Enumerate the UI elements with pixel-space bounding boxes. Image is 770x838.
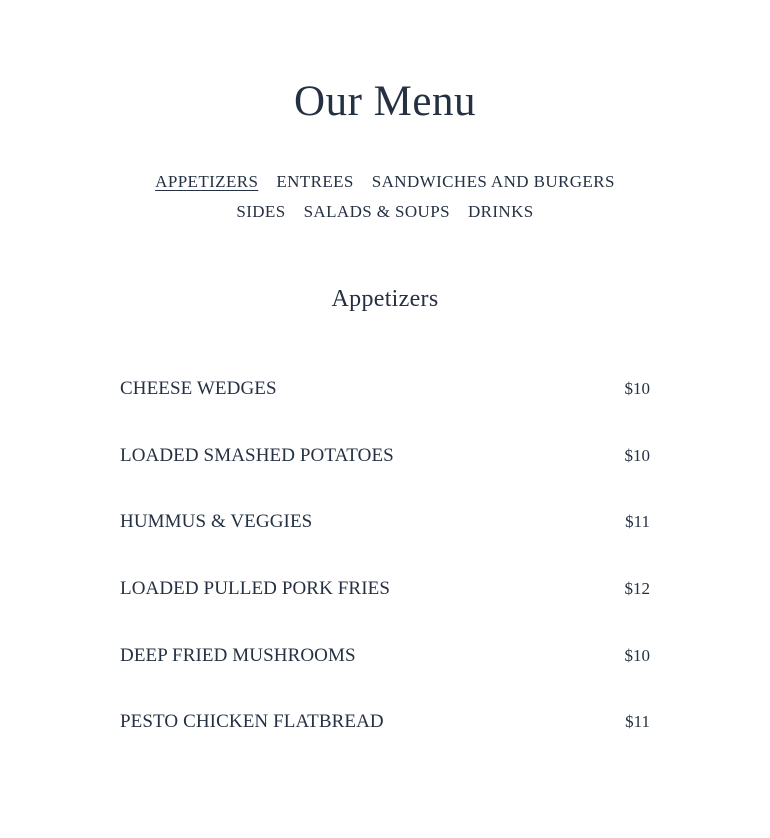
tab-sides[interactable]: SIDES bbox=[236, 202, 286, 221]
tab-entrees[interactable]: ENTREES bbox=[276, 172, 354, 191]
item-price: $10 bbox=[624, 645, 650, 665]
tab-salads-soups[interactable]: SALADS & SOUPS bbox=[303, 202, 450, 221]
menu-item-loaded-pulled-pork-fries[interactable] bbox=[120, 556, 650, 623]
item-price: $10 bbox=[624, 445, 650, 465]
item-name: PESTO CHICKEN FLATBREAD bbox=[120, 711, 384, 733]
item-price: $11 bbox=[625, 512, 650, 532]
item-name: DEEP FRIED MUSHROOMS bbox=[120, 644, 356, 666]
menu-item-deep-fried-mushrooms[interactable] bbox=[120, 622, 650, 689]
tab-drinks[interactable]: DRINKS bbox=[467, 202, 534, 221]
menu-list bbox=[120, 356, 650, 756]
nav-row bbox=[130, 167, 640, 197]
menu-item-hummus-veggies[interactable] bbox=[120, 489, 650, 556]
menu-item-cheese-wedges[interactable] bbox=[120, 356, 650, 423]
item-name: LOADED SMASHED POTATOES bbox=[120, 444, 394, 466]
item-name: CHEESE WEDGES bbox=[120, 378, 277, 400]
menu-item-loaded-smashed-potatoes[interactable] bbox=[120, 423, 650, 490]
tab-appetizers[interactable]: APPETIZERS bbox=[155, 172, 259, 191]
item-price: $12 bbox=[624, 579, 650, 599]
nav-row bbox=[130, 197, 640, 227]
menu-item-pesto-chicken-flatbread[interactable] bbox=[120, 689, 650, 756]
section-title: Appetizers bbox=[331, 286, 439, 312]
item-name: LOADED PULLED PORK FRIES bbox=[120, 578, 390, 600]
item-name: HUMMUS & VEGGIES bbox=[120, 511, 313, 533]
tab-sandwiches-and-burgers[interactable]: SANDWICHES AND BURGERS bbox=[371, 172, 615, 191]
item-price: $10 bbox=[624, 379, 650, 399]
page-title: Our Menu bbox=[294, 78, 476, 125]
category-nav bbox=[130, 167, 640, 227]
item-price: $11 bbox=[625, 712, 650, 732]
